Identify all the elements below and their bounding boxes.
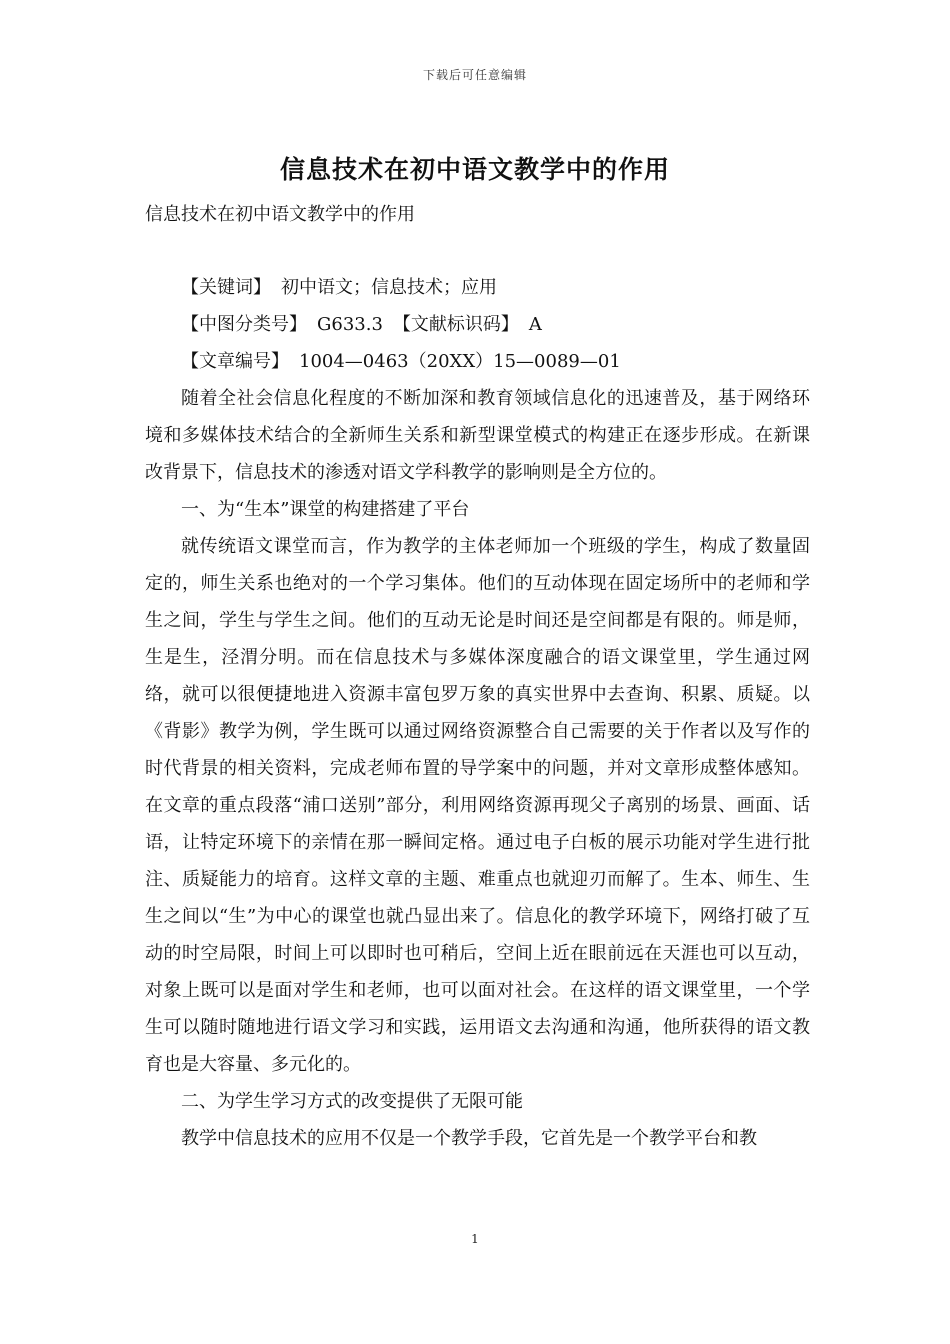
section-1-heading: 一、为“生本”课堂的构建搭建了平台 <box>181 499 470 520</box>
section-1-paragraph: 就传统语文课堂而言，作为教学的主体老师加一个班级的学生，构成了数量固定的，师生关系也绝对的一个学习集体。他们的互动体现在固定场所中的老师和学生之间，学生与学生之间。他们的互动无论是时间还是空间都是有限的。师是师，生是生，泾渭分明。而在信息技术与多媒体深度融合的语文课堂里，学生通过网络，就可以很便捷地进入资源丰富包罗万象的真实世界中去查询、积累、质疑。以《背影》教学为例，学生既可以通过网络资源整合自己需要的关于作者以及写作的时代背景的相关资料，完成老师布置的导学案中的问题，并对文章形成整体感知。在文章的重点段落“浦口送别”部分，利用网络资源再现父子离别的场景、画面、话语，让特定环境下的亲情在那一瞬间定格。通过电子白板的展示功能对学生进行批注、质疑能力的培育。这样文章的主题、难重点也就迎刃而解了。生本、师生、生生之间以“生”为中心的课堂也就凸显出来了。信息化的教学环境下，网络打破了互动的时空局限，时间上可以即时也可稍后，空间上近在眼前远在天涯也可以互动，对象上既可以是面对学生和老师，也可以面对社会。在这样的语文课堂里，一个学生可以随时随地进行语文学习和实践，运用语文去沟通和沟通，他所获得的语文教育也是大容量、多元化的。 <box>145 536 810 1075</box>
document-subtitle: 信息技术在初中语文教学中的作用 <box>145 204 415 225</box>
section-2-heading: 二、为学生学习方式的改变提供了无限可能 <box>181 1091 523 1112</box>
article-number-line <box>145 343 810 380</box>
document-body <box>145 196 810 1157</box>
clc-value: G633.3 <box>317 314 383 335</box>
header-note: 下载后可任意编辑 <box>422 68 527 82</box>
doc-code-label: 【文献标识码】 <box>392 314 519 335</box>
article-no-value: 1004—0463（20XX）15—0089—01 <box>299 351 621 372</box>
keywords-label: 【关键词】 <box>181 277 271 298</box>
section-2-paragraph: 教学中信息技术的应用不仅是一个教学手段，它首先是一个教学平台和教 <box>181 1128 757 1149</box>
intro-paragraph: 随着全社会信息化程度的不断加深和教育领域信息化的迅速普及，基于网络环境和多媒体技术结合的全新师生关系和新型课堂模式的构建正在逐步形成。在新课改背景下，信息技术的渗透对语文学科教学的影响则是全方位的。 <box>145 388 810 483</box>
doc-code-value: A <box>528 314 542 335</box>
document-title: 信息技术在初中语文教学中的作用 <box>279 155 670 184</box>
keywords-line <box>145 269 810 306</box>
blank-line <box>145 233 810 269</box>
clc-label: 【中图分类号】 <box>181 314 307 335</box>
classification-line <box>145 306 810 343</box>
keywords-value: 初中语文；信息技术；应用 <box>281 277 497 298</box>
article-no-label: 【文章编号】 <box>181 351 289 372</box>
page-number: 1 <box>471 1232 479 1246</box>
